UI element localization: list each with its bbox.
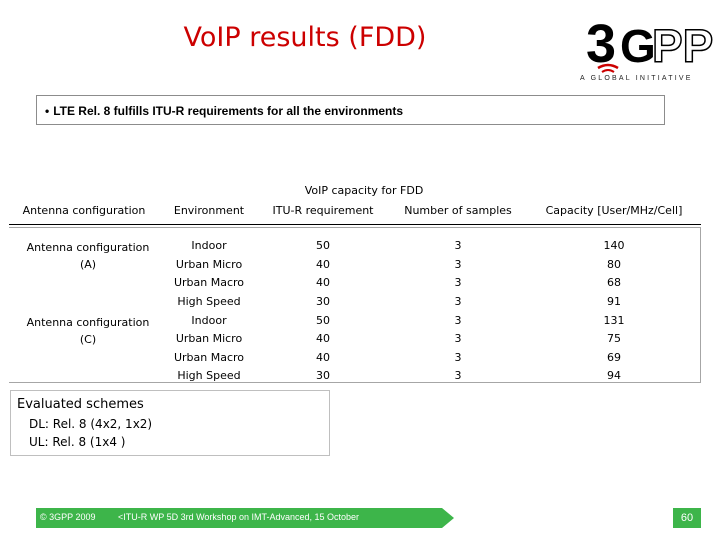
table-cell-itu: 30 — [316, 295, 330, 308]
table-cell-itu: 50 — [316, 239, 330, 252]
group-label-c-line2: (C) — [79, 333, 97, 346]
table-cell-env: Urban Micro — [175, 258, 243, 271]
header-antenna-configuration: Antenna configuration — [22, 204, 146, 217]
table-cell-samples: 3 — [454, 351, 462, 364]
evaluated-schemes-box — [10, 390, 330, 456]
svg-text:3: 3 — [586, 14, 617, 74]
group-label-a-line2: (A) — [79, 258, 97, 271]
table-cell-itu: 40 — [316, 332, 330, 345]
logo-tagline: A GLOBAL INITIATIVE — [580, 75, 693, 82]
schemes-ul: UL: Rel. 8 (1x4 ) — [29, 435, 126, 449]
table-cell-capacity: 69 — [607, 351, 621, 364]
header-number-of-samples: Number of samples — [404, 204, 512, 217]
svg-text:PP: PP — [652, 20, 714, 72]
table-cell-samples: 3 — [454, 258, 462, 271]
table-cell-capacity: 94 — [607, 369, 621, 382]
group-label-c-line1: Antenna configuration — [26, 316, 150, 329]
3gpp-logo — [574, 8, 714, 88]
table-cell-env: Urban Micro — [175, 332, 243, 345]
footer-copyright: © 3GPP 2009 — [40, 512, 96, 522]
table-cell-capacity: 131 — [603, 314, 625, 327]
page-number: 60 — [673, 508, 701, 528]
table-cell-itu: 40 — [316, 351, 330, 364]
table-cell-samples: 3 — [454, 239, 462, 252]
table-cell-samples: 3 — [454, 276, 462, 289]
table-cell-env: Urban Macro — [173, 351, 245, 364]
summary-text: LTE Rel. 8 fulfills ITU-R requirements for all the environments — [53, 104, 404, 118]
header-itu-r-requirement: ITU-R requirement — [272, 204, 374, 217]
table-cell-env: Urban Macro — [173, 276, 245, 289]
header-environment: Environment — [173, 204, 245, 217]
schemes-heading: Evaluated schemes — [17, 397, 144, 412]
table-cell-capacity: 91 — [607, 295, 621, 308]
group-label-a-line1: Antenna configuration — [26, 241, 150, 254]
table-cell-samples: 3 — [454, 332, 462, 345]
summary-bullet — [36, 95, 665, 125]
table-cell-samples: 3 — [454, 369, 462, 382]
group-label-a — [13, 239, 163, 273]
table-cell-samples: 3 — [454, 295, 462, 308]
header-divider — [9, 224, 701, 225]
table-cell-itu: 40 — [316, 276, 330, 289]
table-cell-samples: 3 — [454, 314, 462, 327]
table-cell-env: Indoor — [191, 314, 227, 327]
group-header: VoIP capacity for FDD — [304, 184, 424, 197]
table-cell-capacity: 68 — [607, 276, 621, 289]
header-capacity: Capacity [User/MHz/Cell] — [545, 204, 683, 217]
table-cell-env: Indoor — [191, 239, 227, 252]
table-cell-env: High Speed — [177, 369, 241, 382]
slide-title: VoIP results (FDD) — [183, 22, 427, 53]
table-cell-itu: 40 — [316, 258, 330, 271]
group-label-c — [13, 314, 163, 348]
3gpp-logo-mark — [584, 8, 714, 74]
table-cell-env: High Speed — [177, 295, 241, 308]
footer-event: <ITU-R WP 5D 3rd Workshop on IMT-Advanced, 15 October — [118, 512, 360, 522]
footer-bar — [36, 508, 454, 528]
table-cell-capacity: 75 — [607, 332, 621, 345]
bullet-dot: • — [45, 104, 50, 118]
table-cell-itu: 30 — [316, 369, 330, 382]
schemes-dl: DL: Rel. 8 (4x2, 1x2) — [29, 417, 153, 431]
table-cell-capacity: 80 — [607, 258, 621, 271]
table-cell-capacity: 140 — [603, 239, 625, 252]
svg-text:G: G — [620, 20, 656, 72]
table-cell-itu: 50 — [316, 314, 330, 327]
